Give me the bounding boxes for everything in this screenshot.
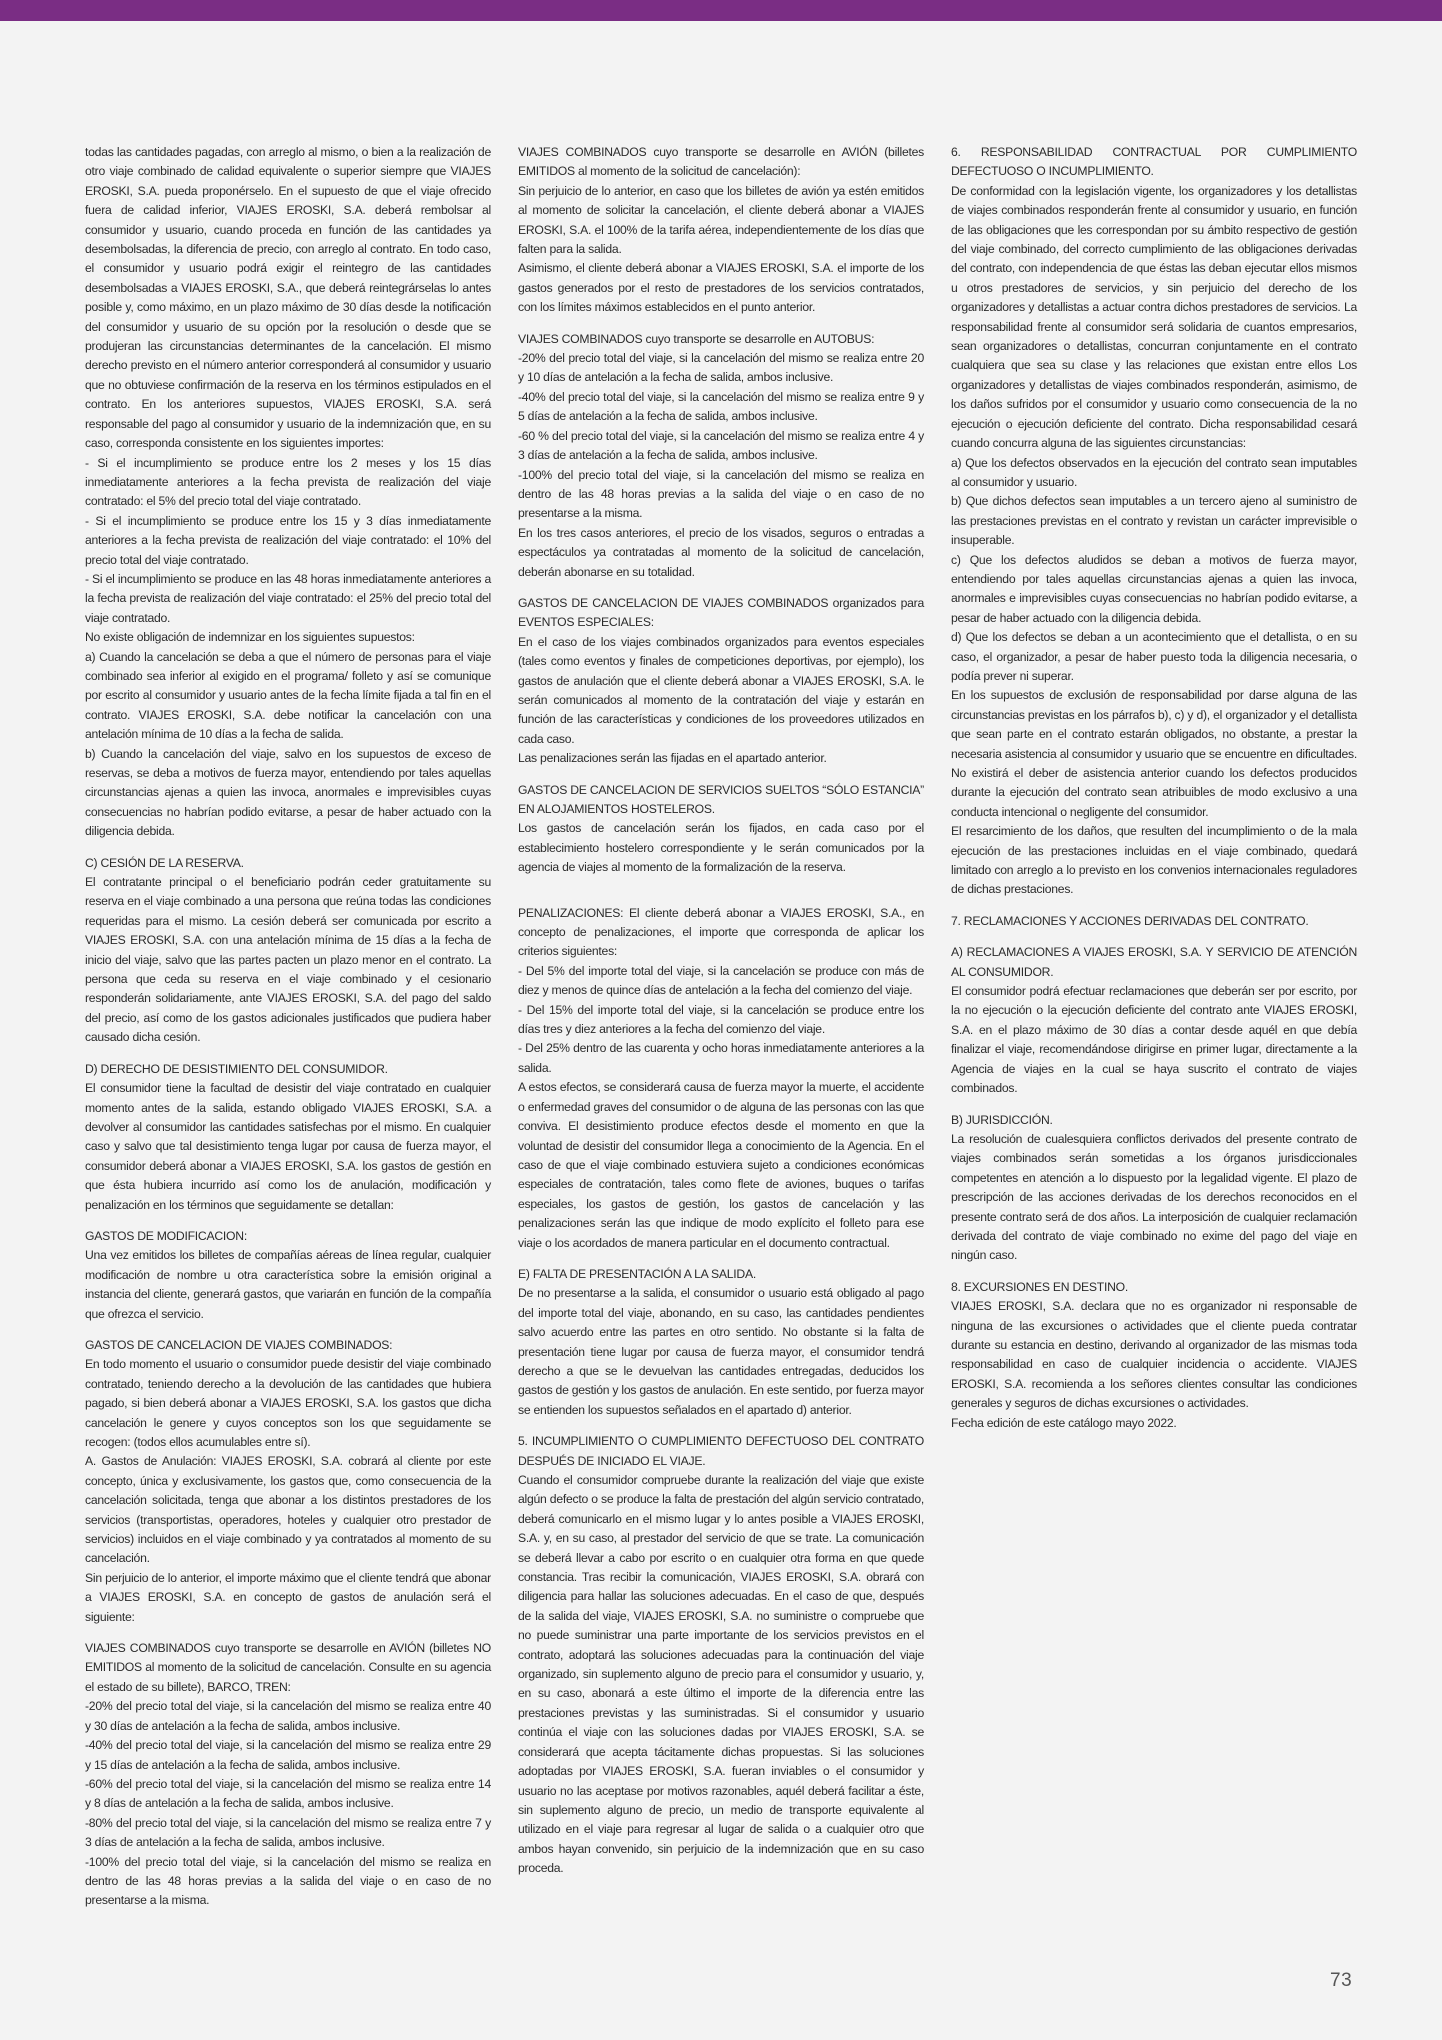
top-accent-bar — [0, 0, 1442, 21]
paragraph: Asimismo, el cliente deberá abonar a VIAJES EROSKI, S.A. el importe de los gastos generados por el resto de prestadores de los servicios contratados, con los límites máximos establecidos en el punto anterior. — [518, 261, 924, 315]
text-column-1 — [85, 143, 491, 1911]
paragraph: El contratante principal o el beneficiario podrán ceder gratuitamente su reserva en el viaje combinado a una persona que reúna todas las condiciones requeridas para el mismo. La cesión deberá ser comunicada por escrito a VIAJES EROSKI, S.A. con una antelación mínima de 15 días a la fecha de inicio del viaje, salvo que las partes pacten un plazo menor en el contrato. La persona que ceda su reserva en el viaje combinado y el cesionario responderán solidariamente, ante VIAJES EROSKI, S.A. del pago del saldo del precio, así como de los gastos adicionales justificados que pudiera haber causado dicha cesión. — [85, 875, 491, 1045]
section-heading: E) FALTA DE PRESENTACIÓN A LA SALIDA. — [518, 1266, 756, 1281]
paragraph: No existe obligación de indemnizar en los siguientes supuestos: — [85, 630, 415, 645]
paragraph: - Del 5% del importe total del viaje, si la cancelación se produce con más de diez y menos de quince días de antelación a la fecha del comienzo del viaje. — [518, 963, 924, 998]
section-heading: C) CESIÓN DE LA RESERVA. — [85, 855, 244, 870]
paragraph: -80% del precio total del viaje, si la cancelación del mismo se realiza entre 7 y 3 días de antelación a la fecha de salida, ambos inclusive. — [85, 1815, 491, 1850]
paragraph: Cuando el consumidor compruebe durante la realización del viaje que existe algún defecto o se produce la falta de prestación del algún servicio contratado, deberá comunicarlo en el mismo lugar y lo antes posible a VIAJES EROSKI, S.A. y, en su caso, al prestador del servicio de que se trate. La comunicación se deberá llevar a cabo por escrito o en cualquier otra forma en que quede constancia. Tras recibir la comunicación, VIAJES EROSKI, S.A. obrará con diligencia para hallar las soluciones adecuadas. En el caso de que, después de la salida del viaje, VIAJES EROSKI, S.A. no suministre o compruebe que no puede suministrar una parte importante de los servicios previstos en el contrato, adoptará las soluciones adecuadas para la continuación del viaje organizado, sin suplemento alguno de precio para el consumidor y usuario, y, en su caso, abonará a este último el importe de la diferencia entre las prestaciones previstas y las suministradas. Si el consumidor y usuario continúa el viaje con las soluciones dadas por VIAJES EROSKI, S.A. se considerará que acepta tácitamente dichas propuestas. Si las soluciones adoptadas por VIAJES EROSKI, S.A. fueran inviables o el consumidor y usuario no las aceptase por motivos razonables, aquél deberá facilitar a éste, sin suplemento alguno de precio, un medio de transporte equivalente al utilizado en el viaje para regresar al lugar de salida o a cualquier otro que ambos hayan convenido, sin perjuicio de la indemnización que en su caso proceda. — [518, 1473, 924, 1876]
paragraph: En todo momento el usuario o consumidor puede desistir del viaje combinado contratado, teniendo derecho a la devolución de las cantidades que hubiera pagado, si bien deberá abonar a VIAJES EROSKI, S.A. los gastos que dicha cancelación le genere y cuyos conceptos son los que seguidamente se recogen: (todos ellos acumulables entre sí). — [85, 1357, 491, 1449]
paragraph: b) Cuando la cancelación del viaje, salvo en los supuestos de exceso de reservas, se deba a motivos de fuerza mayor, entendiendo por tales aquellas circunstancias ajenas a quien las invoca, anormales e imprevisibles cuyas consecuencias no habrían podido evitarse, a pesar de haber actuado con la diligencia debida. — [85, 746, 491, 839]
paragraph: A. Gastos de Anulación: VIAJES EROSKI, S.A. cobrará al cliente por este concepto, única y exclusivamente, los gastos que, como consecuencia de la cancelación solicitada, tenga que abonar a los distintos prestadores de los servicios (transportistas, operadores, hoteles y cualquier otro prestador de servicios) incluidos en el viaje combinado y ya contratados al momento de su cancelación. — [85, 1454, 491, 1566]
paragraph: Los gastos de cancelación serán los fijados, en cada caso por el establecimiento hostelero correspondiente y le serán comunicados por la agencia de viajes al momento de la formalización de la reserva. — [518, 821, 924, 875]
paragraph: a) Cuando la cancelación se deba a que el número de personas para el viaje combinado sea inferior al exigido en el programa/ folleto y así se comunique por escrito al consumidor y usuario antes de la fecha límite fijada a tal fin en el contrato. VIAJES EROSKI, S.A. debe notificar la cancelación con una antelación mínima de 10 días a la fecha de salida. — [85, 649, 491, 742]
text-column-3 — [951, 143, 1357, 1433]
paragraph: - Si el incumplimiento se produce entre los 15 y 3 días inmediatamente anteriores a la fecha prevista de realización del viaje contratado: el 10% del precio total del viaje contratado. — [85, 513, 491, 567]
section-heading: 5. INCUMPLIMIENTO O CUMPLIMIENTO DEFECTUOSO DEL CONTRATO DESPUÉS DE INICIADO EL VIAJE. — [518, 1434, 924, 1468]
text-column-2 — [518, 143, 924, 1879]
section-heading: 7. RECLAMACIONES Y ACCIONES DERIVADAS DEL CONTRATO. — [951, 913, 1309, 928]
paragraph: En los supuestos de exclusión de responsabilidad por darse alguna de las circunstancias previstas en los párrafos b), c) y d), el organizador y el detallista que sean parte en el contrato estarán obligados, no obstante, a prestar la necesaria asistencia al consumidor y usuario que se encuentre en dificultades. No existirá el deber de asistencia anterior cuando los defectos producidos durante la ejecución del contrato sean atribuibles de modo exclusivo a una conducta intencional o negligente del consumidor. — [951, 688, 1357, 819]
paragraph: todas las cantidades pagadas, con arreglo al mismo, o bien a la realización de otro viaje combinado de calidad equivalente o superior siempre que VIAJES EROSKI, S.A. pueda proponérselo. En el supuesto de que el viaje ofrecido fuera de calidad inferior, VIAJES EROSKI, S.A. deberá rembolsar al consumidor y usuario, cuando proceda en función de las cantidades ya desembolsadas, la diferencia de precio, con arreglo al contrato. En todo caso, el consumidor y usuario podrá exigir el reintegro de las cantidades desembolsadas a VIAJES EROSKI, S.A., que deberá reintegrárselas lo antes posible y, como máximo, en un plazo máximo de 30 días desde la notificación del consumidor y usuario de su opción por la resolución o desde que se produjeran las circunstancias determinantes de la cancelación. El mismo derecho previsto en el número anterior corresponderá al consumidor y usuario que no obtuviese confirmación de la reserva en los términos estipulados en el contrato. En los anteriores supuestos, VIAJES EROSKI, S.A. será responsable del pago al consumidor y usuario de la indemnización que, en su caso, corresponda consistente en los siguientes importes: — [85, 145, 491, 451]
section-heading: A) RECLAMACIONES A VIAJES EROSKI, S.A. Y SERVICIO DE ATENCIÓN AL CONSUMIDOR. — [951, 945, 1357, 979]
paragraph: - Del 25% dentro de las cuarenta y ocho horas inmediatamente anteriores a la salida. — [518, 1041, 924, 1075]
section-heading: GASTOS DE CANCELACION DE VIAJES COMBINADOS: — [85, 1337, 393, 1352]
paragraph: El consumidor tiene la facultad de desistir del viaje contratado en cualquier momento antes de la salida, estando obligado VIAJES EROSKI, S.A. a devolver al consumidor las cantidades satisfechas por el mismo. En cualquier caso y salvo que tal desistimiento tenga lugar por causa de fuerza mayor, el consumidor deberá abonar a VIAJES EROSKI, S.A. los gastos de gestión en que ésta hubiera incurrido así como los de anulación, modificación y penalización en los términos que seguidamente se detallan: — [85, 1081, 491, 1212]
paragraph: - Si el incumplimiento se produce entre los 2 meses y los 15 días inmediatamente anteriores a la fecha prevista de realización del viaje contratado: el 5% del precio total del viaje contratado. — [85, 455, 491, 509]
paragraph: -60% del precio total del viaje, si la cancelación del mismo se realiza entre 14 y 8 días de antelación a la fecha de salida, ambos inclusive. — [85, 1776, 491, 1811]
paragraph: - Si el incumplimiento se produce en las 48 horas inmediatamente anteriores a la fecha prevista de realización del viaje contratado: el 25% del precio total del viaje contratado. — [85, 571, 491, 625]
paragraph: VIAJES COMBINADOS cuyo transporte se desarrolle en AVIÓN (billetes EMITIDOS al momento de la solicitud de cancelación): — [518, 145, 924, 179]
section-heading: GASTOS DE CANCELACION DE SERVICIOS SUELTOS “SÓLO ESTANCIA” EN ALOJAMIENTOS HOSTELEROS. — [518, 782, 924, 816]
paragraph: Sin perjuicio de lo anterior, el importe máximo que el cliente tendrá que abonar a VIAJES EROSKI, S.A. en concepto de gastos de anulación será el siguiente: — [85, 1570, 491, 1624]
paragraph: - Del 15% del importe total del viaje, si la cancelación se produce entre los días tres y diez anteriores a la fecha del comienzo del viaje. — [518, 1002, 924, 1037]
section-heading: 8. EXCURSIONES EN DESTINO. — [951, 1279, 1129, 1294]
paragraph: VIAJES COMBINADOS cuyo transporte se desarrolle en AVIÓN (billetes NO EMITIDOS al momento de la solicitud de cancelación. Consulte en su agencia el estado de su billete), BARCO, TREN: — [85, 1641, 491, 1694]
paragraph: PENALIZACIONES: El cliente deberá abonar a VIAJES EROSKI, S.A., en concepto de penalizaciones, el importe que corresponda de aplicar los criterios siguientes: — [518, 905, 924, 959]
paragraph: VIAJES EROSKI, S.A. declara que no es organizador ni responsable de ninguna de las excursiones o actividades que el cliente pueda contratar durante su estancia en destino, derivando al organizador de las mismas toda responsabilidad en caso de cualquier incidencia o accidente. VIAJES EROSKI, S.A. recomienda a los señores clientes consultar las condiciones generales y seguros de dichas excursiones o actividades. — [951, 1299, 1357, 1411]
paragraph: Fecha edición de este catálogo mayo 2022. — [951, 1415, 1177, 1430]
section-heading: 6. RESPONSABILIDAD CONTRACTUAL POR CUMPLIMIENTO DEFECTUOSO O INCUMPLIMIENTO. — [951, 145, 1357, 179]
section-heading: GASTOS DE CANCELACION DE VIAJES COMBINADOS organizados para EVENTOS ESPECIALES: — [518, 595, 924, 630]
paragraph: -60 % del precio total del viaje, si la cancelación del mismo se realiza entre 4 y 3 días de antelación a la fecha de salida, ambos inclusive. — [518, 428, 924, 463]
paragraph: De no presentarse a la salida, el consumidor o usuario está obligado al pago del importe total del viaje, abonando, en su caso, las cantidades pendientes salvo acuerdo entre las partes en otro sentido. No obstante si la falta de presentación tiene lugar por causa de fuerza mayor, el consumidor tendrá derecho a que se le devuelvan las cantidades entregadas, deducidos los gastos de gestión y los gastos de anulación. En este sentido, por fuerza mayor se entienden los supuestos señalados en el apartado d) anterior. — [518, 1286, 924, 1417]
paragraph: A estos efectos, se considerará causa de fuerza mayor la muerte, el accidente o enfermedad graves del consumidor o de alguna de las personas con las que conviva. El desistimiento produce efectos desde el momento en que la voluntad de desistir del consumidor llega a conocimiento de la Agencia. En el caso de que el viaje combinado estuviera sujeto a condiciones económicas especiales de contratación, tales como flete de aviones, buques o tarifas especiales, los gastos de gestión, los gastos de cancelación y las penalizaciones serán las que indique de modo explícito el folleto para ese viaje o los acordados de manera particular en el documento contractual. — [518, 1080, 924, 1250]
paragraph: -40% del precio total del viaje, si la cancelación del mismo se realiza entre 29 y 15 días de antelación a la fecha de salida, ambos inclusive. — [85, 1738, 491, 1772]
paragraph: a) Que los defectos observados en la ejecución del contrato sean imputables al consumidor y usuario. — [951, 455, 1357, 489]
paragraph: El resarcimiento de los daños, que resulten del incumplimiento o de la mala ejecución de las prestaciones incluidas en el viaje combinado, quedará limitado con arreglo a lo previsto en los convenios internacionales reguladores de dichas prestaciones. — [951, 824, 1357, 897]
paragraph: Las penalizaciones serán las fijadas en el apartado anterior. — [518, 751, 827, 766]
paragraph: La resolución de cualesquiera conflictos derivados del presente contrato de viajes combinados serán sometidas a los órganos jurisdiccionales competentes en atención a lo dispuesto por la legalidad vigente. El plazo de prescripción de las acciones derivadas de los derechos reconocidos en el presente contrato será de dos años. La interposición de cualquier reclamación derivada del contrato de viaje combinado no exime del pago del viaje en ningún caso. — [951, 1131, 1357, 1263]
paragraph: En los tres casos anteriores, el precio de los visados, seguros o entradas a espectáculos ya contratadas al momento de la solicitud de cancelación, deberán abonarse en su totalidad. — [518, 525, 924, 579]
paragraph: El consumidor podrá efectuar reclamaciones que deberán ser por escrito, por la no ejecución o la ejecución deficiente del contrato ante VIAJES EROSKI, S.A. en el plazo máximo de 30 días a contar desde aquél en que debía finalizar el viaje, recomendándose dirigirse en primer lugar, directamente a la Agencia de viajes en la cual se haya suscrito el contrato de viajes combinados. — [951, 984, 1357, 1096]
paragraph: -20% del precio total del viaje, si la cancelación del mismo se realiza entre 40 y 30 días de antelación a la fecha de salida, ambos inclusive. — [85, 1699, 491, 1733]
page-number: 73 — [1330, 1970, 1353, 1991]
paragraph: -100% del precio total del viaje, si la cancelación del mismo se realiza en dentro de las 48 horas previas a la salida del viaje o en caso de no presentarse a la misma. — [518, 467, 924, 521]
section-heading: B) JURISDICCIÓN. — [951, 1112, 1053, 1127]
paragraph: d) Que los defectos se deban a un acontecimiento que el detallista, o en su caso, el organizador, a pesar de haber puesto toda la diligencia necesaria, o podía prever ni superar. — [951, 630, 1357, 683]
paragraph: -40% del precio total del viaje, si la cancelación del mismo se realiza entre 9 y 5 días de antelación a la fecha de salida, ambos inclusive. — [518, 389, 924, 424]
paragraph: -100% del precio total del viaje, si la cancelación del mismo se realiza en dentro de las 48 horas previas a la salida del viaje o en caso de no presentarse a la misma. — [85, 1854, 491, 1908]
paragraph: Una vez emitidos los billetes de compañías aéreas de línea regular, cualquier modificación de nombre u otra característica sobre la emisión original a instancia del cliente, generará gastos, que variarán en función de la compañía que ofrezca el servicio. — [85, 1248, 491, 1321]
paragraph: En el caso de los viajes combinados organizados para eventos especiales (tales como eventos y finales de competiciones deportivas, por ejemplo), los gastos de anulación que el cliente deberá abonar a VIAJES EROSKI, S.A. le serán comunicados al momento de la contratación del viaje y estarán en función de las características y condiciones de los proveedores utilizados en cada caso. — [518, 634, 924, 746]
section-heading: GASTOS DE MODIFICACION: — [85, 1228, 247, 1243]
paragraph: De conformidad con la legislación vigente, los organizadores y los detallistas de viajes combinados responderán frente al consumidor y usuario, en función de las obligaciones que les correspondan por su ámbito respectivo de gestión del viaje combinado, del correcto cumplimiento de las obligaciones derivadas del contrato, con independencia de que éstas las deban ejecutar ellos mismos u otros prestadores de servicios, y sin perjuicio del derecho de los organizadores y detallistas a actuar contra dichos prestadores de servicios. La responsabilidad frente al consumidor será solidaria de cuantos empresarios, sean organizadores o detallistas, concurran conjuntamente en el contrato cualquiera que sea su clase y las relaciones que existan entre ellos Los organizadores y detallistas de viajes combinados responderán, asimismo, de los daños sufridos por el consumidor y usuario como consecuencia de la no ejecución o ejecución deficiente del contrato. Dicha responsabilidad cesará cuando concurra alguna de las siguientes circunstancias: — [951, 183, 1357, 451]
paragraph: Sin perjuicio de lo anterior, en caso que los billetes de avión ya estén emitidos al momento de solicitar la cancelación, el cliente deberá abonar a VIAJES EROSKI, S.A. el 100% de la tarifa aérea, independientemente de los días que falten para la salida. — [518, 183, 924, 257]
paragraph: c) Que los defectos aludidos se deban a motivos de fuerza mayor, entendiendo por tales aquellas circunstancias ajenas a quien las invoca, anormales e imprevisibles cuyas consecuencias no habrían podido evitarse, a pesar de haber actuado con la diligencia debida. — [951, 552, 1357, 625]
section-heading: VIAJES COMBINADOS cuyo transporte se desarrolle en AUTOBUS: — [518, 331, 875, 346]
section-heading: D) DERECHO DE DESISTIMIENTO DEL CONSUMIDOR. — [85, 1061, 388, 1076]
paragraph: -20% del precio total del viaje, si la cancelación del mismo se realiza entre 20 y 10 días de antelación a la fecha de salida, ambos inclusive. — [518, 351, 924, 385]
paragraph: b) Que dichos defectos sean imputables a un tercero ajeno al suministro de las prestaciones previstas en el contrato y revistan un carácter imprevisible o insuperable. — [951, 494, 1357, 548]
